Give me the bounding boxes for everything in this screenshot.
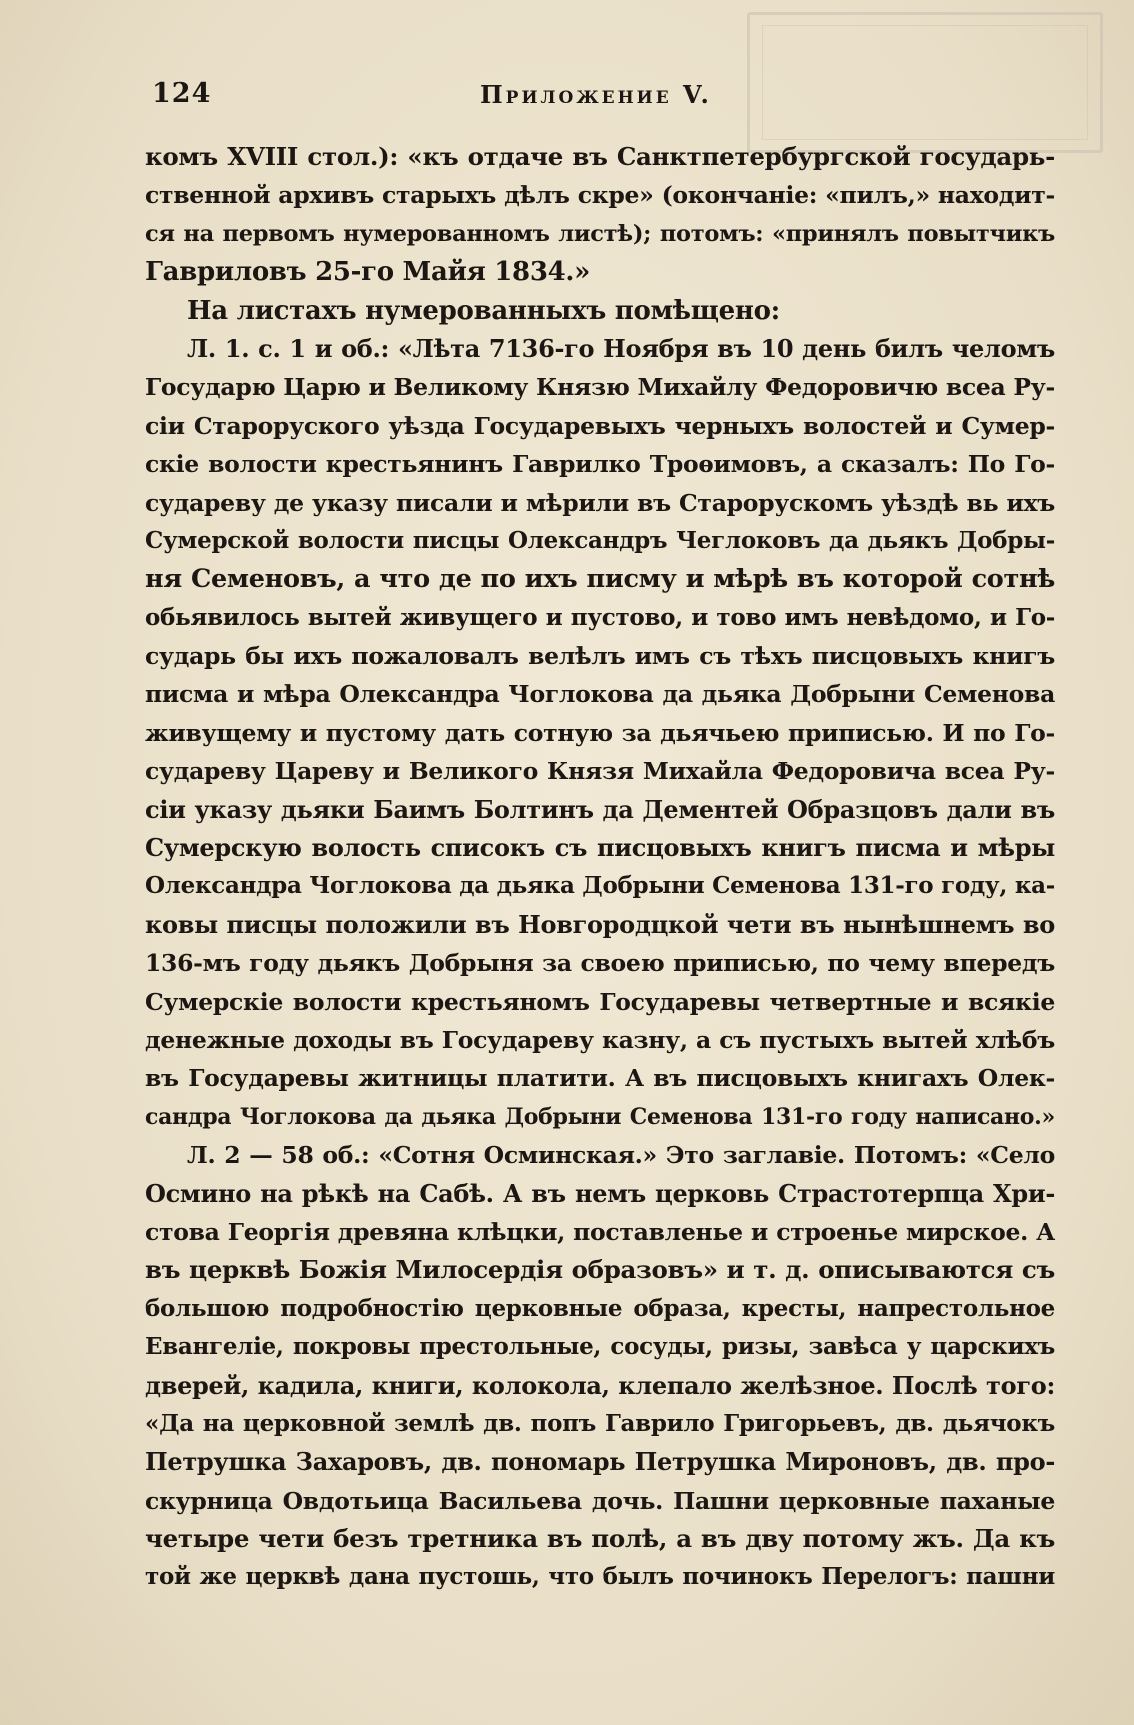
text-line: дверей, кадила, книги, колокола, клепало желѣзное. Послѣ того: — [145, 1370, 1055, 1400]
text-line: Осмино на рѣкѣ на Сабѣ. А въ немъ церковь Страстотерпца Хри- — [145, 1178, 1055, 1208]
body-text — [145, 138, 1055, 1597]
text-line: той же церквѣ дана пустошь, что былъ починокъ Перелогъ: пашни — [145, 1563, 1055, 1591]
text-line: въ церквѣ Божія Милосердія образовъ» и т. д. описываются съ — [145, 1255, 1055, 1285]
text-line: Петрушка Захаровъ, дв. пономарь Петрушка Мироновъ, дв. про- — [145, 1447, 1055, 1477]
text-line: Евангеліе, покровы престольные, сосуды, ризы, завѣса у царскихъ — [145, 1333, 1055, 1361]
text-line: скіе волости крестьянинъ Гаврилко Троѳимовъ, а сказалъ: По Го- — [145, 450, 1055, 479]
text-line: «Да на церковной землѣ дв. попъ Гаврило Григорьевъ, дв. дьячокъ — [145, 1409, 1055, 1437]
text-line: сударь бы ихъ пожаловалъ велѣлъ имъ съ тѣхъ писцовыхъ книгъ — [145, 642, 1055, 671]
text-line: сіи Староруского уѣзда Государевыхъ черныхъ волостей и Сумер- — [145, 411, 1055, 440]
text-line: судареву де указу писали и мѣрили въ Староруcкомъ уѣздѣ вь ихъ — [145, 488, 1055, 517]
text-line: скурница Овдотьица Васильева дочь. Пашни церковные паханые — [145, 1486, 1055, 1515]
text-line: сандра Чоглокова да дьяка Добрыни Семенова 131-го году написано.» — [145, 1103, 1055, 1130]
text-line: большою подробностію церковные образа, кресты, напрестольное — [145, 1294, 1055, 1322]
text-line: ственной архивъ старыхъ дѣлъ скре» (окончаніе: «пилъ,» находит- — [145, 181, 1055, 210]
text-line: ня Семеновъ, а что де по ихъ писму и мѣрѣ въ которой сотнѣ — [145, 564, 1055, 595]
text-line: На листахъ нумерованныхъ помѣщено: — [187, 295, 780, 326]
text-line: Государю Царю и Великому Князю Михайлу Федоровичю всеа Ру- — [145, 373, 1055, 402]
text-line: писма и мѣра Олександра Чоглокова да дьяка Добрыни Семенова — [145, 680, 1055, 709]
text-line: четыре чети безъ третника въ полѣ, а въ дву потому жъ. Да къ — [145, 1524, 1055, 1554]
text-line: судареву Цареву и Великого Князя Михайла Федоровича всеа Ру- — [145, 757, 1055, 786]
text-line: въ Государевы житницы платити. А въ писцовыхъ книгахъ Олек- — [145, 1064, 1055, 1093]
text-line: Л. 1. с. 1 и об.: «Лѣта 7136-го Ноября въ 10 день билъ челомъ — [187, 333, 1055, 363]
running-title: Приложение V. — [480, 80, 712, 109]
text-line: ся на первомъ нумерованномъ листѣ); потомъ: «принялъ повытчикъ — [145, 220, 1055, 247]
text-line: денежные доходы въ Государеву казну, а съ пустыхъ вытей хлѣбъ — [145, 1025, 1055, 1054]
text-line: обьявилось вытей живущего и пустово, и тово имъ невѣдомо, и Го- — [145, 603, 1055, 631]
text-line: Л. 2 — 58 об.: «Сотня Осминская.» Это заглавіе. Потомъ: «Село — [187, 1141, 1055, 1170]
text-line: Сумерскую волость списокъ съ писцовыхъ книгъ писма и мѣры — [145, 833, 1055, 863]
text-line: Олександра Чоглокова да дьяка Добрыни Семенова 131-го году, ка- — [145, 872, 1055, 900]
text-line: ковы писцы положили въ Новгородцкой чети въ нынѣшнемъ во — [145, 909, 1055, 939]
page-header — [152, 78, 1052, 118]
text-line: комъ XVIII стол.): «къ отдаче въ Санктпетербургской государь- — [145, 142, 1055, 171]
text-line: Сумерской волости писцы Олександръ Чеглоковъ да дьякъ Добры- — [145, 526, 1055, 554]
text-line: сіи указу дьяки Баимъ Болтинъ да Дементей Образцовъ дали въ — [145, 794, 1055, 824]
text-line: Сумерскіе волости крестьяномъ Государевы четвертные и всякіе — [145, 987, 1055, 1016]
text-line: стова Георгія древяна клѣцки, поставленье и строенье мирское. А — [145, 1217, 1055, 1246]
page-number: 124 — [152, 78, 212, 109]
text-line: Гавриловъ 25-го Майя 1834.» — [145, 257, 591, 288]
text-line: 136-мъ году дьякъ Добрыня за своею приписью, по чему впередъ — [145, 949, 1055, 978]
text-line: живущему и пустому дать сотную за дьячьею приписью. И по Го- — [145, 718, 1055, 747]
